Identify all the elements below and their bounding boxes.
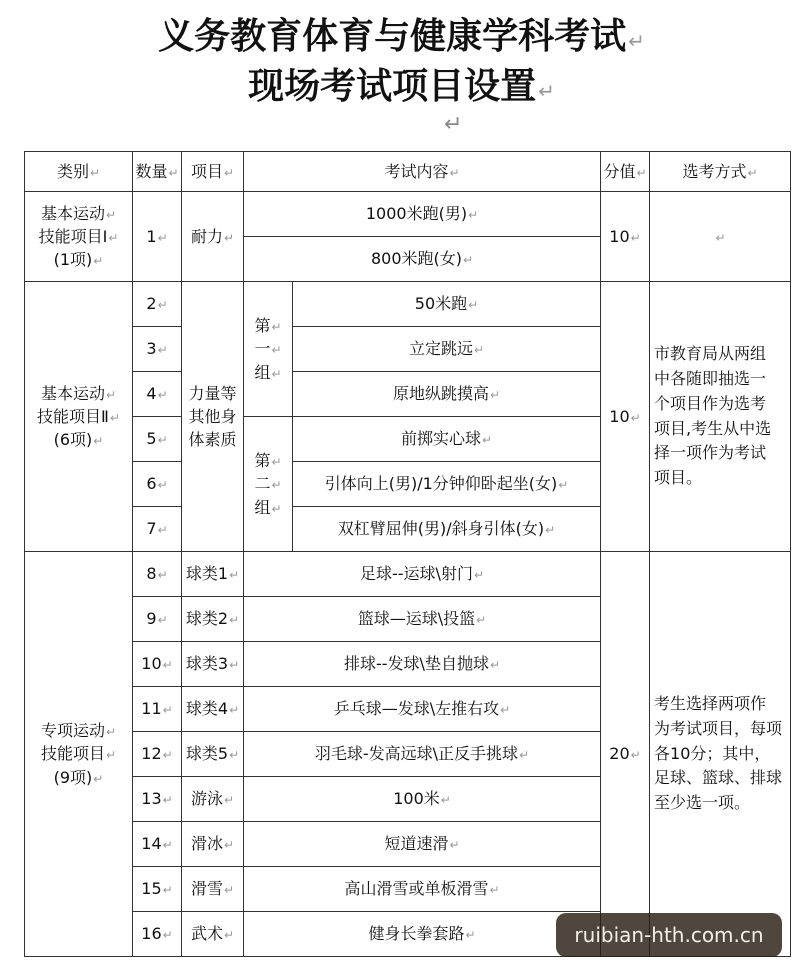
- selection-method-text: 考生选择两项作: [654, 694, 767, 713]
- exam-content: [293, 372, 601, 417]
- return-mark: ↵: [93, 434, 104, 449]
- return-mark: ↵: [223, 165, 235, 180]
- exam-content-text: 引体向上(男)/1分钟仰卧起坐(女): [324, 474, 558, 494]
- item-number-text: 11: [141, 699, 162, 719]
- header-category-text: 类别: [56, 161, 89, 181]
- header-count: [133, 152, 182, 192]
- item-name: [182, 777, 244, 822]
- return-mark: ↵: [636, 165, 647, 180]
- exam-content-text: 50米跑: [414, 294, 468, 314]
- header-score: [601, 152, 650, 192]
- item-number-text: 2: [146, 294, 157, 314]
- exam-content: [244, 687, 601, 732]
- selection-method-text: 各10分；其中，: [654, 743, 771, 763]
- group-label-text: 二: [254, 474, 271, 494]
- category-name: [25, 552, 133, 957]
- item-number: [133, 912, 182, 957]
- item-name: [182, 867, 244, 912]
- return-mark: ↵: [545, 523, 556, 538]
- header-score-text: 分值: [603, 161, 636, 181]
- header-content: [244, 152, 601, 192]
- item-number: [133, 462, 182, 507]
- item-number: [133, 822, 182, 867]
- category-name-text: 技能项目Ⅱ: [37, 406, 109, 426]
- item-name-text: 力量等: [188, 383, 237, 403]
- item-name: [182, 687, 244, 732]
- return-mark: ↵: [440, 793, 451, 808]
- exam-content-text: 羽毛球-发高远球\正反手挑球: [314, 744, 519, 764]
- item-name: [182, 552, 244, 597]
- category-name-text: 技能项目Ⅰ: [38, 226, 108, 246]
- return-mark: ↵: [538, 79, 555, 103]
- item-number-text: 8: [146, 564, 157, 584]
- return-mark: ↵: [630, 748, 641, 763]
- exam-content: [244, 732, 601, 777]
- exam-content-text: 高山滑雪或单板滑雪: [344, 879, 489, 899]
- exam-content-text: 排球--发球\垫自抛球: [344, 654, 489, 674]
- item-number: [133, 732, 182, 777]
- item-number-text: 10: [141, 654, 162, 674]
- item-number: [133, 552, 182, 597]
- page-subtitle: [0, 58, 803, 109]
- return-mark: ↵: [628, 29, 645, 53]
- item-number-text: 9: [146, 609, 157, 629]
- header-method-text: 选考方式: [682, 161, 747, 181]
- group-label-text: 第: [254, 451, 271, 471]
- return-mark: ↵: [162, 838, 173, 853]
- return-mark: ↵: [271, 478, 282, 493]
- return-mark: ↵: [473, 343, 485, 358]
- selection-method-text: 足球、篮球、排球: [654, 768, 783, 788]
- exam-content: [293, 327, 601, 372]
- exam-content: [244, 192, 601, 237]
- return-mark: ↵: [271, 343, 282, 358]
- item-name: [182, 282, 244, 552]
- selection-method-text: 至少选一项。: [654, 793, 751, 813]
- category-name-text: 基本运动: [40, 383, 105, 403]
- exam-content: [244, 552, 601, 597]
- header-method: [650, 152, 791, 192]
- exam-content: [293, 462, 601, 507]
- exam-content-text: 立定跳远: [408, 339, 473, 359]
- exam-content: [244, 867, 601, 912]
- return-mark: ↵: [449, 165, 460, 180]
- exam-content-text: 乒乓球—发球\左推右攻: [333, 699, 500, 719]
- category-name-text: 技能项目: [40, 744, 105, 764]
- score: [601, 282, 650, 552]
- return-mark: ↵: [229, 613, 240, 628]
- return-mark: ↵: [157, 230, 168, 245]
- header-category: [25, 152, 133, 192]
- item-number: [133, 642, 182, 687]
- group-label-text: 组: [254, 497, 271, 517]
- exam-content-text: 800米跑(女): [370, 249, 462, 269]
- return-mark: ↵: [162, 793, 173, 808]
- exam-content-text: 双杠臂屈伸(男)/斜身引体(女): [337, 519, 545, 539]
- title-line-1: 义务教育体育与健康学科考试: [158, 16, 627, 57]
- return-mark: ↵: [157, 388, 168, 403]
- return-mark: ↵: [229, 658, 240, 673]
- item-number: [133, 777, 182, 822]
- return-mark: ↵: [168, 165, 179, 180]
- return-mark: ↵: [449, 838, 460, 853]
- return-mark: ↵: [271, 501, 282, 516]
- item-number: [133, 192, 182, 282]
- exam-content-text: 足球--运球\射门: [360, 564, 473, 584]
- exam-content-text: 前掷实心球: [400, 429, 481, 449]
- return-mark: ↵: [500, 703, 511, 718]
- return-mark: ↵: [229, 568, 240, 583]
- return-mark: ↵: [489, 883, 500, 898]
- return-mark: ↵: [162, 748, 173, 763]
- return-mark: ↵: [105, 207, 117, 222]
- return-mark: ↵: [468, 298, 479, 313]
- item-name: [182, 732, 244, 777]
- return-mark: ↵: [481, 433, 493, 448]
- item-number-text: 3: [146, 339, 157, 359]
- item-name-text: 耐力: [190, 226, 223, 246]
- item-name-text: 球类1: [185, 564, 229, 584]
- category-name-text: (1项): [53, 250, 93, 270]
- exam-items-table: [24, 151, 791, 957]
- return-mark: ↵: [630, 410, 641, 425]
- item-number: [133, 507, 182, 552]
- return-mark: ↵: [162, 703, 173, 718]
- item-number: [133, 327, 182, 372]
- item-name-text: 体素质: [188, 430, 237, 450]
- item-name-text: 滑冰: [190, 834, 223, 854]
- selection-method-text: 个项目作为选考: [654, 393, 767, 413]
- item-name-text: 其他身: [188, 406, 237, 426]
- return-mark: ↵: [109, 410, 120, 425]
- exam-content: [244, 237, 601, 282]
- return-mark: ↵: [229, 703, 240, 718]
- item-name-text: 游泳: [190, 789, 223, 809]
- item-number-text: 13: [141, 789, 162, 809]
- watermark-badge: ruibian-hth.com.cn: [556, 913, 782, 957]
- item-name-text: 武术: [190, 924, 223, 944]
- return-mark: ↵: [105, 748, 117, 763]
- table-row: [25, 552, 791, 597]
- exam-content: [293, 417, 601, 462]
- item-name-text: 球类3: [185, 654, 229, 674]
- score: [601, 192, 650, 282]
- score-text: 10: [609, 406, 630, 426]
- return-mark: ↵: [89, 165, 101, 180]
- group-label: [244, 417, 293, 552]
- score: [601, 552, 650, 957]
- exam-content: [244, 597, 601, 642]
- item-number: [133, 867, 182, 912]
- item-name: [182, 822, 244, 867]
- return-mark: ↵: [157, 478, 168, 493]
- return-mark: ↵: [157, 613, 168, 628]
- group-label-text: 一: [254, 339, 271, 359]
- return-mark: ↵: [93, 254, 104, 269]
- category-name-text: 基本运动: [40, 203, 105, 223]
- header-count-text: 数量: [135, 161, 168, 181]
- selection-method: [650, 282, 791, 552]
- table-row: [25, 152, 791, 192]
- return-mark: ↵: [223, 793, 235, 808]
- item-number-text: 14: [141, 834, 162, 854]
- return-mark: ↵: [162, 658, 173, 673]
- return-mark: ↵: [229, 748, 240, 763]
- exam-content-text: 原地纵跳摸高: [392, 384, 489, 404]
- header-item: [182, 152, 244, 192]
- exam-content: [293, 282, 601, 327]
- selection-method-text: 择一项作为考试: [654, 443, 767, 463]
- item-number-text: 5: [146, 429, 157, 449]
- return-mark: ↵: [223, 230, 235, 245]
- exam-content: [244, 777, 601, 822]
- group-label-text: 第: [254, 316, 271, 336]
- item-name: [182, 912, 244, 957]
- return-mark: ↵: [473, 568, 485, 583]
- category-name-text: (9项): [53, 767, 93, 787]
- exam-content: [244, 822, 601, 867]
- return-mark: ↵: [747, 165, 758, 180]
- return-mark: ↵: [630, 230, 641, 245]
- return-mark: ↵: [223, 928, 235, 943]
- return-mark: ↵: [465, 928, 476, 943]
- item-name-text: 球类2: [185, 609, 229, 629]
- item-number-text: 7: [146, 519, 157, 539]
- exam-content: [293, 507, 601, 552]
- return-mark: ↵: [271, 366, 282, 381]
- exam-content-text: 篮球—运球\投篮: [357, 609, 476, 629]
- selection-method: [650, 192, 791, 282]
- selection-method-text: 为考试项目，每项: [654, 718, 783, 738]
- return-mark: ↵: [157, 433, 168, 448]
- item-number-text: 12: [141, 744, 162, 764]
- item-name: [182, 597, 244, 642]
- return-mark: ↵: [489, 658, 501, 673]
- return-mark: ↵: [162, 928, 173, 943]
- selection-method-text: 市教育局从两组: [654, 344, 767, 364]
- return-mark: ↵: [157, 523, 168, 538]
- return-mark: ↵: [157, 568, 168, 583]
- item-name-text: 球类4: [185, 699, 229, 719]
- return-mark: ↵: [476, 613, 487, 628]
- exam-content-text: 短道速滑: [384, 834, 449, 854]
- item-name-text: 滑雪: [190, 879, 223, 899]
- item-number: [133, 282, 182, 327]
- return-mark: ↵: [462, 253, 474, 268]
- exam-content: [244, 912, 601, 957]
- group-label: [244, 282, 293, 417]
- return-mark: ↵: [519, 748, 530, 763]
- return-mark: ↵: [108, 230, 119, 245]
- item-number: [133, 372, 182, 417]
- item-number-text: 15: [141, 879, 162, 899]
- return-mark: ↵: [157, 298, 168, 313]
- return-mark: ↵: [715, 230, 726, 245]
- return-mark: ↵: [489, 388, 501, 403]
- item-number: [133, 687, 182, 732]
- score-text: 20: [609, 744, 630, 764]
- item-number: [133, 597, 182, 642]
- return-mark: ↵: [558, 478, 569, 493]
- table-row: [25, 282, 791, 327]
- table-row: [25, 192, 791, 237]
- page-title: [0, 8, 803, 59]
- group-label-text: 组: [254, 362, 271, 382]
- item-number-text: 1: [146, 226, 157, 246]
- exam-content: [244, 642, 601, 687]
- exam-content-text: 健身长拳套路: [368, 924, 465, 944]
- exam-content-text: 100米: [393, 789, 440, 809]
- return-mark: ↵: [105, 387, 117, 402]
- item-number-text: 16: [141, 924, 162, 944]
- item-name: [182, 642, 244, 687]
- category-name-text: 专项运动: [40, 721, 105, 741]
- selection-method-text: 项目。: [654, 468, 703, 488]
- title-line-2: 现场考试项目设置: [248, 66, 537, 107]
- category-name-text: (6项): [53, 430, 93, 450]
- exam-content-text: 1000米跑(男): [365, 204, 468, 224]
- return-mark: ↵: [105, 725, 117, 740]
- return-mark: ↵: [223, 838, 235, 853]
- return-mark: ↵: [271, 320, 282, 335]
- return-mark: ↵: [157, 343, 168, 358]
- return-mark: ↵: [162, 883, 173, 898]
- selection-method-text: 中各随即抽选一: [654, 368, 767, 388]
- header-content-text: 考试内容: [384, 161, 449, 181]
- header-item-text: 项目: [190, 161, 223, 181]
- item-number: [133, 417, 182, 462]
- item-number-text: 4: [146, 384, 157, 404]
- item-name: [182, 192, 244, 282]
- item-name-text: 球类5: [185, 744, 229, 764]
- selection-method: [650, 552, 791, 957]
- return-mark: ↵: [93, 771, 104, 786]
- category-name: [25, 282, 133, 552]
- return-mark: ↵: [223, 883, 235, 898]
- return-mark: ↵: [444, 112, 463, 137]
- return-mark: ↵: [271, 455, 282, 470]
- selection-method-text: 项目,考生从中选: [654, 418, 772, 438]
- score-text: 10: [609, 226, 630, 246]
- item-number-text: 6: [146, 474, 157, 494]
- return-mark: ↵: [468, 208, 479, 223]
- category-name: [25, 192, 133, 282]
